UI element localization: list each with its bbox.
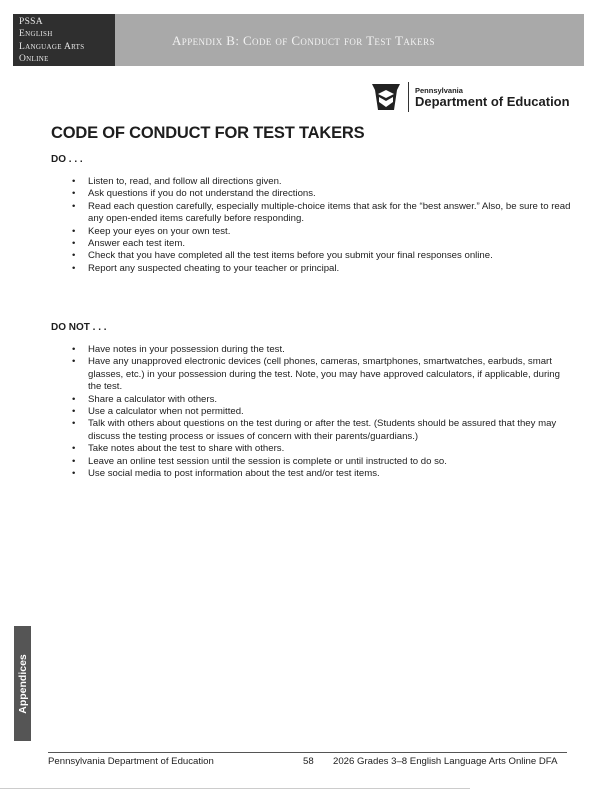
list-item (72, 394, 572, 406)
do-list (72, 176, 572, 275)
page-title: CODE OF CONDUCT FOR TEST TAKERS (51, 124, 365, 142)
item-text: Take notes about the test to share with others. (88, 443, 285, 455)
appendices-side-tab (14, 626, 31, 741)
item-text: Keep your eyes on your own test. (88, 225, 231, 237)
item-text: Use social media to post information about the test and/or test items. (88, 468, 380, 480)
series-line: PSSA (19, 17, 43, 27)
item-text: Ask questions if you do not understand the directions. (88, 188, 316, 200)
series-label (13, 14, 115, 66)
item-text: Read each question carefully, especially multiple-choice items that ask for the “best answer.” Also, be sure to read any open-ended items carefully before responding. (88, 200, 571, 225)
bullet-icon: • (72, 200, 76, 212)
item-text: Leave an online test session until the session is complete or until instructed to do so. (88, 455, 447, 467)
list-item (72, 226, 572, 238)
list-item (72, 238, 572, 250)
item-text: Have any unapproved electronic devices (cell phones, cameras, smartphones, smartwatches, earbuds, smart glasses, etc.) in your possession during the test. Note, you may have approved calculators, if applicable, during the test. (88, 356, 560, 393)
bullet-icon: • (72, 250, 76, 262)
list-item (72, 250, 572, 262)
item-text: Share a calculator with others. (88, 393, 218, 405)
do-not-heading: DO NOT . . . (51, 322, 107, 333)
list-item (72, 188, 572, 200)
bullet-icon: • (72, 344, 76, 355)
bullet-icon: • (72, 443, 76, 455)
list-item (72, 468, 572, 480)
keystone-icon (370, 82, 402, 112)
appendix-title: Appendix B: Code of Conduct for Test Takers (172, 33, 435, 48)
list-item (72, 406, 572, 418)
item-text: Talk with others about questions on the test during or after the test. (Students should be assured that they may discuss the testing process or issues of concern with their parents/guardians.) (88, 418, 557, 442)
bullet-icon: • (72, 406, 76, 418)
bullet-icon: • (72, 468, 76, 480)
bullet-icon: • (72, 238, 76, 250)
page-number: 58 (303, 756, 314, 767)
footer-left: Pennsylvania Department of Education (48, 756, 214, 767)
side-tab-label: Appendices (16, 653, 29, 714)
list-item (72, 356, 572, 393)
bullet-icon: • (72, 262, 76, 274)
do-heading: DO . . . (51, 154, 83, 165)
list-item (72, 443, 572, 455)
item-text: Use a calculator when not permitted. (88, 406, 244, 418)
series-line: Language Arts (19, 41, 85, 52)
logo-department: Department of Education (415, 93, 570, 109)
scan-edge (0, 788, 470, 789)
logo-state: Pennsylvania (415, 85, 463, 95)
list-item (72, 263, 572, 275)
footer-right: 2026 Grades 3–8 English Language Arts Online DFA (333, 756, 558, 767)
bullet-icon: • (72, 393, 76, 405)
item-text: Check that you have completed all the test items before you submit your final responses online. (88, 250, 493, 262)
list-item (72, 176, 572, 188)
item-text: Answer each test item. (88, 238, 186, 250)
item-text: Listen to, read, and follow all directions given. (88, 176, 282, 187)
series-line: English (19, 29, 53, 40)
bullet-icon: • (72, 188, 76, 200)
logo-divider (408, 82, 409, 112)
list-item (72, 456, 572, 468)
item-text: Report any suspected cheating to your teacher or principal. (88, 262, 340, 274)
bullet-icon: • (72, 455, 76, 467)
pde-logo (370, 82, 570, 112)
list-item (72, 418, 572, 443)
bullet-icon: • (72, 418, 76, 430)
footer-divider (48, 752, 567, 753)
item-text: Have notes in your possession during the test. (88, 344, 285, 355)
series-line: Online (19, 53, 49, 64)
bullet-icon: • (72, 225, 76, 237)
list-item (72, 201, 572, 226)
bullet-icon: • (72, 356, 76, 368)
list-item (72, 344, 572, 356)
bullet-icon: • (72, 176, 76, 187)
do-not-list (72, 344, 572, 480)
